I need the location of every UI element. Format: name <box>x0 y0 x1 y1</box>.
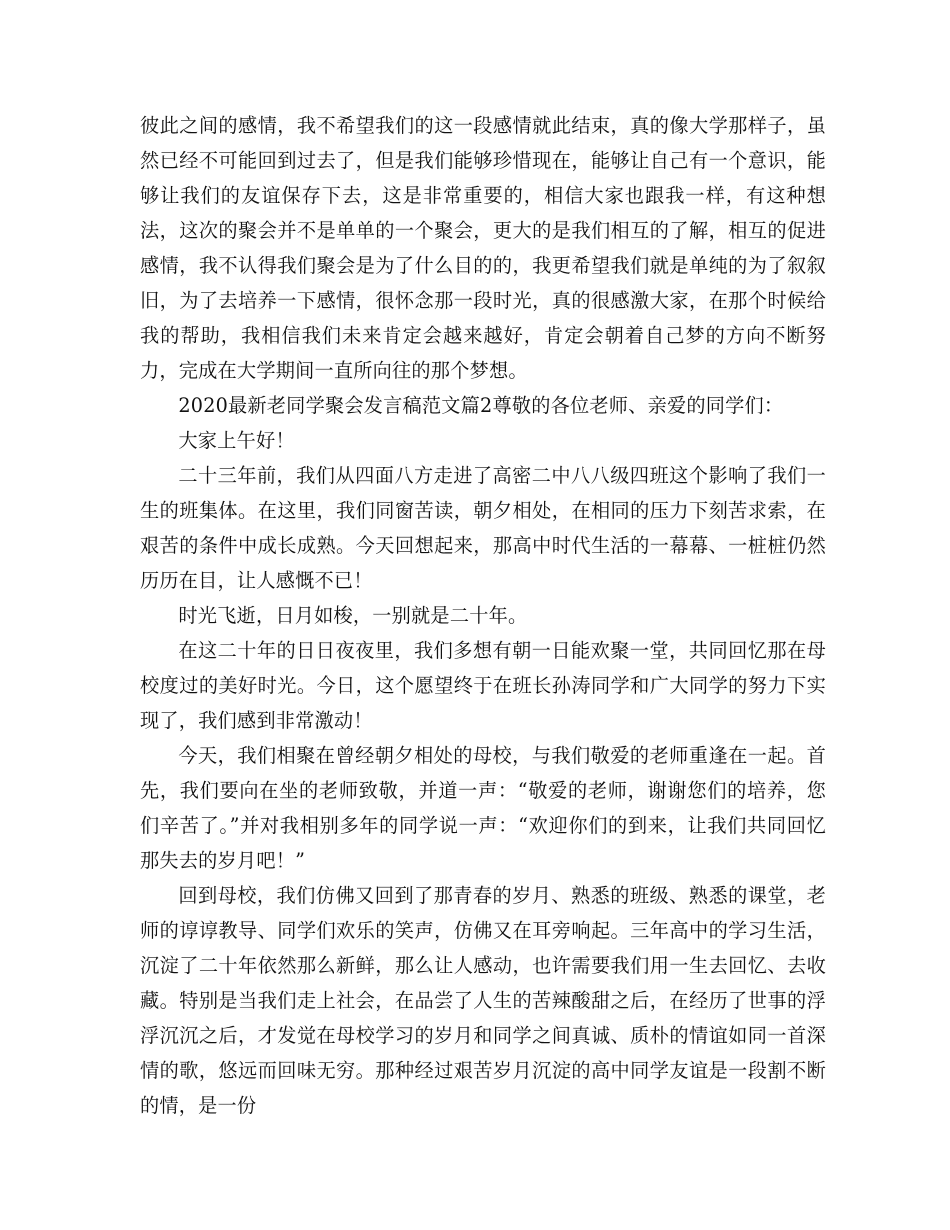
paragraph-5: 时光飞逝，日月如梭，一别就是二十年。 <box>178 604 528 627</box>
paragraph-3-greeting: 大家上午好！ <box>178 429 295 452</box>
paragraph-7: 今天，我们相聚在曾经朝夕相处的母校，与我们敬爱的老师重逢在一起。首先，我们要向在坐的老师致敬，并道一声：“敬爱的老师，谢谢您们的培养，您们辛苦了。”并对我相别多年的同学说一声：“欢迎你们的到来，让我们共同回忆那失去的岁月吧！” <box>140 744 826 872</box>
document-page <box>140 108 826 1123</box>
paragraph-1: 彼此之间的感情，我不希望我们的这一段感情就此结束，真的像大学那样子，虽然已经不可能回到过去了，但是我们能够珍惜现在，能够让自己有一个意识，能够让我们的友谊保存下去，这是非常重要的，相信大家也跟我一样，有这种想法，这次的聚会并不是单单的一个聚会，更大的是我们相互的了解，相互的促进感情，我不认得我们聚会是为了什么目的的，我更希望我们就是单纯的为了叙叙旧，为了去培养一下感情，很怀念那一段时光，真的很感激大家，在那个时候给我的帮助，我相信我们未来肯定会越来越好，肯定会朝着自己梦的方向不断努力，完成在大学期间一直所向往的那个梦想。 <box>140 114 826 382</box>
paragraph-2-heading: 2020最新老同学聚会发言稿范文篇2尊敬的各位老师、亲爱的同学们： <box>178 394 784 417</box>
paragraph-4: 二十三年前，我们从四面八方走进了高密二中八八级四班这个影响了我们一生的班集体。在这里，我们同窗苦读，朝夕相处，在相同的压力下刻苦求索，在艰苦的条件中成长成熟。今天回想起来，那高中时代生活的一幕幕、一桩桩仍然历历在目，让人感慨不已！ <box>140 464 826 592</box>
paragraph-6: 在这二十年的日日夜夜里，我们多想有朝一日能欢聚一堂，共同回忆那在母校度过的美好时光。今日，这个愿望终于在班长孙涛同学和广大同学的努力下实现了，我们感到非常激动！ <box>140 639 826 732</box>
paragraph-8: 回到母校，我们仿佛又回到了那青春的岁月、熟悉的班级、熟悉的课堂，老师的谆谆教导、同学们欢乐的笑声，仿佛又在耳旁响起。三年高中的学习生活，沉淀了二十年依然那么新鲜，那么让人感动，也许需要我们用一生去回忆、去收藏。特别是当我们走上社会，在品尝了人生的苦辣酸甜之后，在经历了世事的浮浮沉沉之后，才发觉在母校学习的岁月和同学之间真诚、质朴的情谊如同一首深情的歌，悠远而回味无穷。那种经过艰苦岁月沉淀的高中同学友谊是一段割不断的情，是一份 <box>140 884 826 1117</box>
